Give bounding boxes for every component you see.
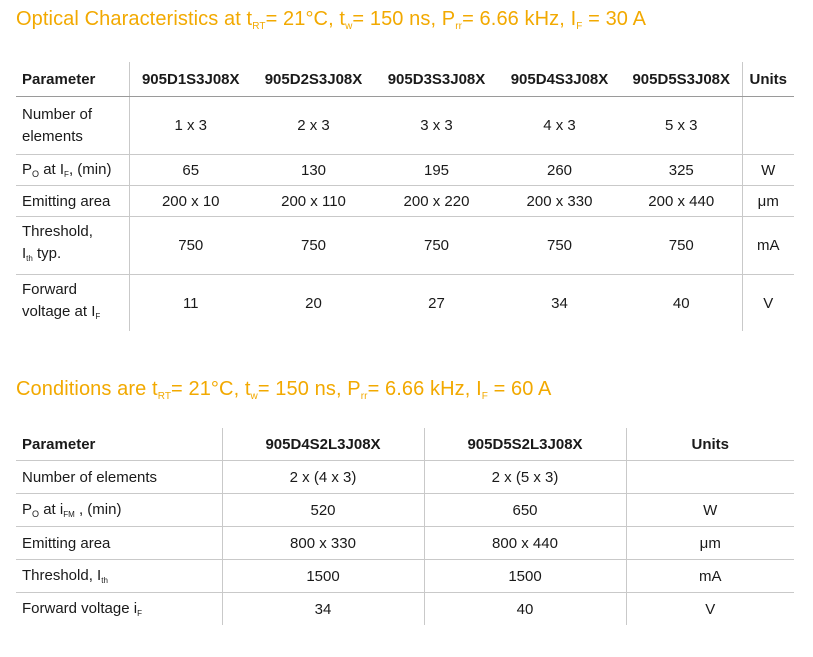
unit-cell: mA (626, 560, 794, 593)
param-cell: $P_O$ at $I_F$, (min) (16, 155, 129, 186)
header-parameter: Parameter (16, 428, 222, 461)
value-cell: 800 x 330 (222, 527, 424, 560)
header-units: Units (626, 428, 794, 461)
table-row (16, 275, 794, 332)
param-cell: Forward voltage $i_F$ (16, 593, 222, 626)
header-model: 905D4S3J08X (498, 62, 621, 97)
table-row (16, 560, 794, 593)
param-cell: $P_O$ at $i_{FM}$ , (min) (16, 494, 222, 527)
header-model: 905D5S2L3J08X (424, 428, 626, 461)
unit-cell: μm (626, 527, 794, 560)
value-cell: 750 (252, 217, 375, 275)
value-cell: 65 (129, 155, 252, 186)
table-row (16, 97, 794, 155)
value-cell: 195 (375, 155, 498, 186)
unit-cell: mA (742, 217, 794, 275)
table-header-row (16, 62, 794, 97)
param-cell: Emitting area (16, 186, 129, 217)
header-model: 905D1S3J08X (129, 62, 252, 97)
value-cell: 2 x (5 x 3) (424, 461, 626, 494)
value-cell: 800 x 440 (424, 527, 626, 560)
value-cell: 27 (428, 294, 445, 312)
unit-cell: μm (742, 186, 794, 217)
table-row (16, 186, 794, 217)
table-row (16, 155, 794, 186)
value-cell: 34 (551, 294, 568, 312)
value-cell: 40 (621, 275, 742, 332)
value-cell: 750 (621, 217, 742, 275)
value-cell: 750 (375, 217, 498, 275)
unit-cell (626, 461, 794, 494)
section-title-optical: Optical Characteristics at $t_{RT}= 21^\circ C$, $t_w= 150$ ns, $P_{rr}= 6.66$ kHz, $I_F = 30$ A (16, 8, 647, 32)
unit-cell: V (763, 294, 774, 312)
value-cell: 1500 (222, 560, 424, 593)
header-units: Units (742, 62, 794, 97)
table-header-row (16, 428, 794, 461)
table-row (16, 593, 794, 626)
value-cell: 1 x 3 (129, 97, 252, 155)
header-model: 905D5S3J08X (621, 62, 742, 97)
value-cell: 20 (305, 294, 322, 312)
value-cell: 200 x 330 (498, 186, 621, 217)
value-cell: 520 (222, 494, 424, 527)
table-row (16, 461, 794, 494)
unit-cell (742, 97, 794, 155)
optical-characteristics-table (16, 62, 794, 331)
value-cell: 325 (621, 155, 742, 186)
unit-cell: V (705, 600, 716, 618)
value-cell: 200 x 440 (621, 186, 742, 217)
param-cell: Number of elements (16, 461, 222, 494)
value-cell: 2 x 3 (252, 97, 375, 155)
header-model: 905D3S3J08X (375, 62, 498, 97)
value-cell: 1500 (424, 560, 626, 593)
value-cell: 11 (182, 294, 199, 312)
section-title-conditions: Conditions are $t_{RT}= 21^\circ C$, $t_w= 150$ ns, $P_{rr}= 6.66$ kHz, $I_F = 60$ A (16, 378, 552, 402)
value-cell: 650 (424, 494, 626, 527)
header-model: 905D4S2L3J08X (222, 428, 424, 461)
unit-cell: W (742, 155, 794, 186)
table-row (16, 527, 794, 560)
unit-cell: W (626, 494, 794, 527)
value-cell: 34 (222, 593, 424, 626)
conditions-table (16, 428, 794, 625)
header-model: 905D2S3J08X (252, 62, 375, 97)
value-cell: 750 (498, 217, 621, 275)
param-cell: Threshold, $I_{th}$ (16, 560, 222, 593)
value-cell: 3 x 3 (375, 97, 498, 155)
value-cell: 40 (424, 593, 626, 626)
value-cell: 200 x 10 (129, 186, 252, 217)
value-cell: 130 (252, 155, 375, 186)
value-cell: 5 x 3 (621, 97, 742, 155)
value-cell: 2 x (4 x 3) (222, 461, 424, 494)
param-cell: Threshold, $I_{th}$ typ. (16, 217, 129, 275)
value-cell: 260 (498, 155, 621, 186)
value-cell: 200 x 220 (375, 186, 498, 217)
value-cell: 200 x 110 (252, 186, 375, 217)
param-cell: Forward voltage at $I_F$ (16, 275, 129, 332)
table-row (16, 217, 794, 275)
table-row (16, 494, 794, 527)
param-cell: Emitting area (16, 527, 222, 560)
value-cell: 4 x 3 (498, 97, 621, 155)
param-cell: Number of elements (16, 97, 129, 155)
header-parameter: Parameter (16, 62, 129, 97)
value-cell: 750 (129, 217, 252, 275)
